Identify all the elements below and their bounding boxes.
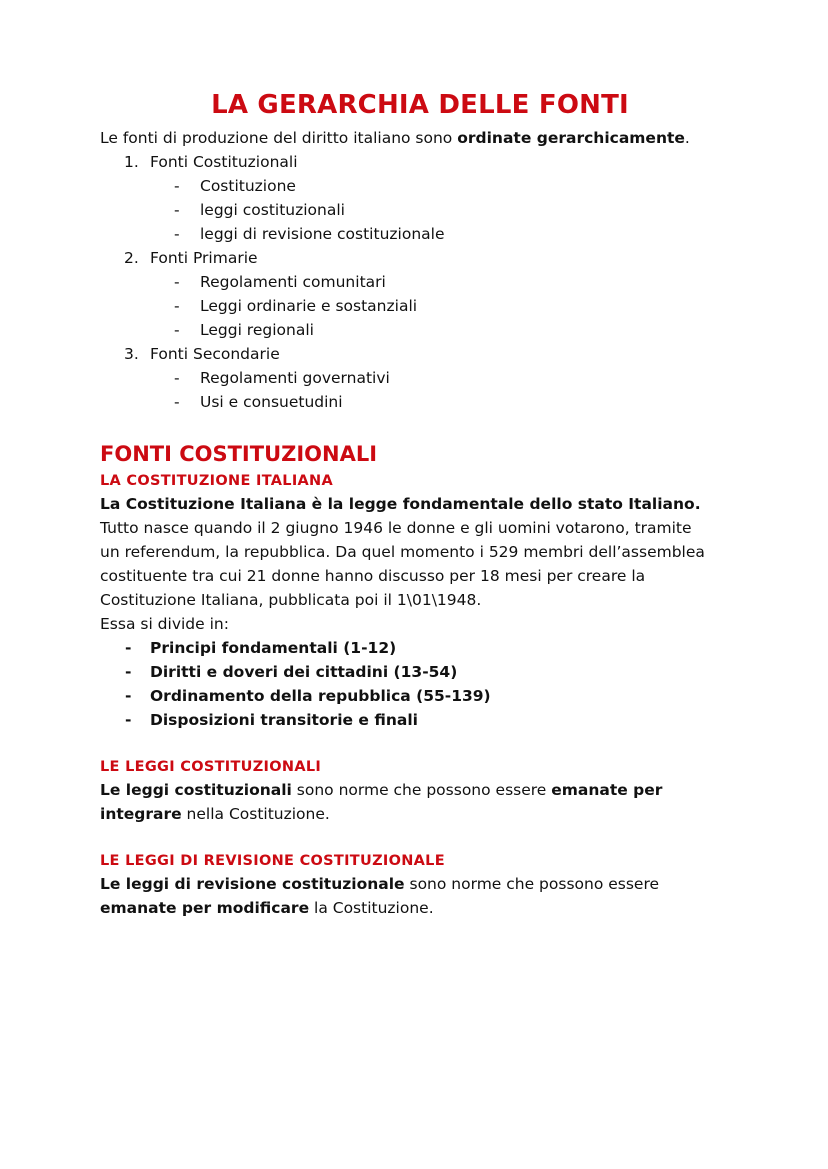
text: sono norme che possono essere [404, 875, 660, 893]
page-title: LA GERARCHIA DELLE FONTI [211, 90, 629, 120]
dash: - [125, 639, 132, 657]
dash: - [125, 663, 132, 681]
leggi-revisione-paragraph [100, 872, 740, 920]
part-label: Ordinamento della repubblica (55-139) [150, 687, 491, 705]
bold-text: Le leggi costituzionali [100, 781, 292, 799]
dash: - [174, 321, 180, 339]
subsection-heading-leggi-revisione: LE LEGGI DI REVISIONE COSTITUZIONALE [100, 853, 445, 869]
bold-text: emanate per [551, 781, 663, 799]
part-label: Diritti e doveri dei cittadini (13-54) [150, 663, 458, 681]
dash: - [174, 201, 180, 219]
part-item [100, 684, 740, 708]
document-page [100, 88, 740, 920]
item-number: 2. [124, 249, 139, 267]
sub-item-label: Usi e consuetudini [200, 393, 343, 411]
item-label: Fonti Secondarie [150, 345, 280, 363]
sub-item [100, 294, 740, 318]
intro-bold: ordinate gerarchicamente [457, 129, 685, 147]
intro-text: Le fonti di produzione del diritto italiano sono [100, 129, 458, 147]
intro-end: . [684, 129, 690, 147]
item-label: Fonti Costituzionali [150, 153, 298, 171]
text: sono norme che possono essere [291, 781, 552, 799]
dash: - [174, 177, 180, 195]
sub-item-label: leggi costituzionali [200, 201, 345, 219]
part-item [100, 660, 740, 684]
sub-item [100, 270, 740, 294]
sub-item-label: Regolamenti governativi [200, 369, 390, 387]
sub-item-label: Leggi ordinarie e sostanziali [200, 297, 418, 315]
sub-item-label: Leggi regionali [200, 321, 314, 339]
body-line: un referendum, la repubblica. Da quel momento i 529 membri dell’assemblea [100, 543, 705, 561]
dash: - [174, 393, 180, 411]
hierarchy-item [100, 342, 740, 414]
subsection-heading-leggi-costituzionali: LE LEGGI COSTITUZIONALI [100, 759, 322, 775]
text: la Costituzione. [309, 899, 434, 917]
part-label: Disposizioni transitorie e finali [150, 711, 418, 729]
costituzione-body [100, 516, 740, 636]
costituzione-lead [100, 492, 740, 516]
sub-item [100, 318, 740, 342]
dash: - [125, 711, 132, 729]
text: nella Costituzione. [181, 805, 330, 823]
item-label: Fonti Primarie [150, 249, 258, 267]
dash: - [174, 225, 180, 243]
costituzione-parts-list [100, 636, 740, 732]
sub-item-label: Costituzione [200, 177, 296, 195]
sub-item-label: Regolamenti comunitari [200, 273, 386, 291]
lead-bold: La Costituzione Italiana è la legge fondamentale dello stato Italiano. [100, 495, 701, 513]
sub-item-label: leggi di revisione costituzionale [200, 225, 445, 243]
dash: - [174, 273, 180, 291]
sub-item [100, 222, 740, 246]
sub-item [100, 198, 740, 222]
bold-text: Le leggi di revisione costituzionale [100, 875, 405, 893]
dash: - [174, 297, 180, 315]
body-line: Essa si divide in: [100, 615, 229, 633]
intro-paragraph [100, 126, 740, 150]
body-line: Costituzione Italiana, pubblicata poi il 1\01\1948. [100, 591, 482, 609]
section-heading: FONTI COSTITUZIONALI [100, 442, 378, 466]
bold-text: emanate per modificare [100, 899, 310, 917]
item-number: 3. [124, 345, 139, 363]
bold-text: integrare [100, 805, 182, 823]
dash: - [174, 369, 180, 387]
body-line: Tutto nasce quando il 2 giugno 1946 le donne e gli uomini votarono, tramite [100, 519, 692, 537]
body-line: costituente tra cui 21 donne hanno discusso per 18 mesi per creare la [100, 567, 646, 585]
sub-item [100, 174, 740, 198]
leggi-costituzionali-paragraph [100, 778, 740, 826]
part-item [100, 708, 740, 732]
hierarchy-item [100, 246, 740, 342]
dash: - [125, 687, 132, 705]
subsection-heading-costituzione: LA COSTITUZIONE ITALIANA [100, 473, 333, 489]
sub-item [100, 390, 740, 414]
part-label: Principi fondamentali (1-12) [150, 639, 397, 657]
sub-item [100, 366, 740, 390]
part-item [100, 636, 740, 660]
item-number: 1. [124, 153, 139, 171]
hierarchy-list [100, 150, 740, 414]
hierarchy-item [100, 150, 740, 246]
